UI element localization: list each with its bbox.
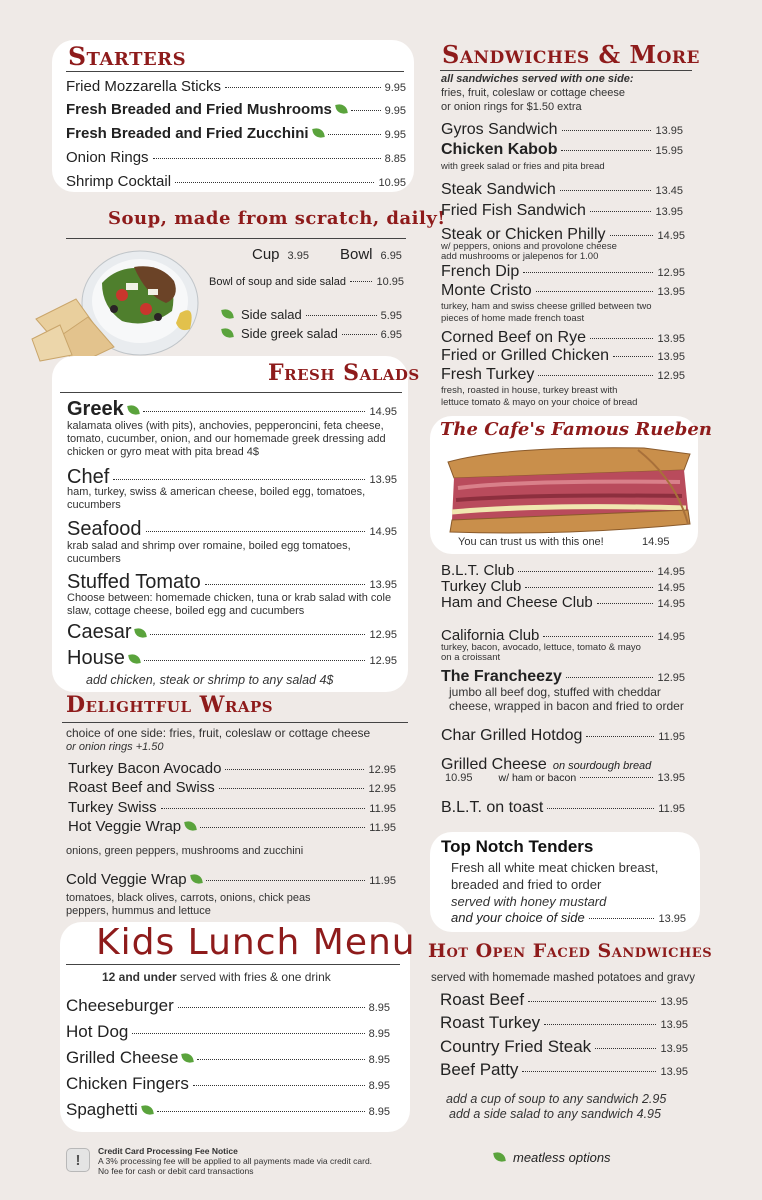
starter-item-price: 9.95 xyxy=(384,105,406,117)
francheezy-price: 12.95 xyxy=(657,672,685,684)
kids-item-name: Grilled Cheese xyxy=(66,1048,179,1067)
wrap-item xyxy=(68,799,396,816)
gyros-sandwich-price: 13.95 xyxy=(655,125,683,137)
leaf-icon xyxy=(493,1151,506,1163)
kids-item-name: Hot Dog xyxy=(66,1022,129,1041)
soup-bowl-price: 6.95 xyxy=(380,250,402,262)
monte-cristo xyxy=(441,282,685,300)
cold-veggie-price: 11.95 xyxy=(369,875,396,887)
turkey-desc-1: fresh, roasted in house, turkey breast with xyxy=(441,385,618,396)
hot-open-item xyxy=(440,1013,688,1033)
side-greek-price: 6.95 xyxy=(380,329,402,341)
wrap-item xyxy=(68,818,396,835)
kids-sub-bold: 12 and under xyxy=(102,970,177,984)
gyros-sandwich xyxy=(441,121,683,139)
hot-open-item-price: 13.95 xyxy=(660,996,688,1008)
kids-item xyxy=(66,1022,390,1042)
turkey-club-name: Turkey Club xyxy=(441,578,522,595)
wraps-rule xyxy=(62,722,408,723)
cold-veggie-wrap xyxy=(66,871,396,888)
salads-title: Fresh Salads xyxy=(268,360,420,386)
hot-open-item-price: 13.95 xyxy=(660,1043,688,1055)
starters-rule xyxy=(66,71,404,72)
sandwiches-intro-3: or onion rings for $1.50 extra xyxy=(441,101,582,113)
salads-addon: add chicken, steak or shrimp to any salad 4$ xyxy=(86,673,334,687)
reuben-image xyxy=(444,440,694,536)
hot-open-item-price: 13.95 xyxy=(660,1019,688,1031)
gyros-sandwich-name: Gyros Sandwich xyxy=(441,121,558,138)
tenders-price: 13.95 xyxy=(658,913,686,925)
cristo-desc-2: pieces of home made french toast xyxy=(441,313,585,324)
kids-item-price: 8.95 xyxy=(368,1054,390,1066)
wrap-item-price: 12.95 xyxy=(368,783,396,795)
ham-cheese-club xyxy=(441,594,685,611)
kids-item-price: 8.95 xyxy=(368,1106,390,1118)
philly-sandwich-name: Steak or Chicken Philly xyxy=(441,226,606,243)
chicken-kabob-price: 15.95 xyxy=(655,145,683,157)
gyro-plate-image xyxy=(30,243,200,367)
tenders-line-4-row xyxy=(451,910,686,925)
leaf-icon xyxy=(128,653,141,665)
salad-item xyxy=(67,398,397,421)
fresh-turkey-name: Fresh Turkey xyxy=(441,366,535,383)
wrap-item-price: 12.95 xyxy=(368,764,396,776)
wrap-item-name: Turkey Bacon Avocado xyxy=(68,760,222,777)
hot-veggie-desc: onions, green peppers, mushrooms and zucchini xyxy=(66,845,304,857)
fried-chicken-sandwich-price: 13.95 xyxy=(657,351,685,363)
starter-item-name: Onion Rings xyxy=(66,149,149,166)
grilled-cheese-options xyxy=(445,772,685,784)
wraps-intro-1: choice of one side: fries, fruit, coleslaw or cottage cheese xyxy=(66,726,371,740)
starter-item xyxy=(66,149,406,166)
soup-bowl xyxy=(340,246,402,263)
salad-desc: krab salad and shrimp over romaine, boiled egg tomatoes, cucumbers xyxy=(67,540,351,565)
steak-sandwich-price: 13.45 xyxy=(655,185,683,197)
notice-title: Credit Card Processing Fee Notice xyxy=(98,1146,238,1156)
wrap-item xyxy=(68,760,396,777)
starter-item xyxy=(66,101,406,118)
soup-cup-price: 3.95 xyxy=(287,250,309,262)
starter-item-name: Fresh Breaded and Fried Mushrooms xyxy=(66,101,332,118)
starter-item-name: Fried Mozzarella Sticks xyxy=(66,78,222,95)
philly-sandwich-price: 14.95 xyxy=(657,230,685,242)
chicken-kabob-name: Chicken Kabob xyxy=(441,141,558,158)
char-grilled-hotdog-price: 11.95 xyxy=(658,731,685,743)
sandwiches-rule xyxy=(440,70,692,71)
salad-item xyxy=(67,518,397,541)
blt-club-price: 14.95 xyxy=(657,566,685,578)
salad-item-price: 14.95 xyxy=(369,406,397,418)
wraps-title: Delightful Wraps xyxy=(66,692,274,718)
steak-sandwich xyxy=(441,181,683,199)
french-dip-price: 12.95 xyxy=(657,267,685,279)
corned-beef-price: 13.95 xyxy=(657,333,685,345)
leaf-icon xyxy=(127,404,140,416)
hot-open-item xyxy=(440,1037,688,1057)
soup-cup xyxy=(252,246,309,263)
soup-title: Soup, made from scratch, daily! xyxy=(108,208,446,229)
salad-item xyxy=(67,571,397,594)
fresh-turkey-price: 12.95 xyxy=(657,370,685,382)
salad-item-name: Seafood xyxy=(67,518,142,540)
leaf-icon xyxy=(141,1104,154,1116)
reuben-title: The Cafe's Famous Rueben xyxy=(440,419,712,440)
california-club-name: California Club xyxy=(441,627,540,644)
kabob-desc: with greek salad or fries and pita bread xyxy=(441,161,605,172)
grilled-ham-label: w/ ham or bacon xyxy=(498,772,577,784)
soup-combo-label: Bowl of soup and side salad xyxy=(209,276,346,288)
hot-open-item-name: Roast Beef xyxy=(440,990,525,1009)
leaf-icon xyxy=(221,308,234,320)
leaf-icon xyxy=(182,1052,195,1064)
blt-club xyxy=(441,562,685,579)
hot-open-title: Hot Open Faced Sandwiches xyxy=(428,940,713,962)
kids-subtitle xyxy=(102,971,331,984)
starter-item-price: 8.85 xyxy=(384,153,406,165)
blt-toast-name: B.L.T. on toast xyxy=(441,799,544,816)
fried-chicken-sandwich-name: Fried or Grilled Chicken xyxy=(441,347,610,364)
side-salad-price: 5.95 xyxy=(380,310,402,322)
fish-sandwich-name: Fried Fish Sandwich xyxy=(441,202,586,219)
corned-beef-name: Corned Beef on Rye xyxy=(441,329,586,346)
meatless-label: meatless options xyxy=(513,1150,611,1165)
french-dip xyxy=(441,263,685,281)
sandwiches-intro-1: all sandwiches served with one side: xyxy=(441,73,634,85)
ham-cheese-club-price: 14.95 xyxy=(657,598,685,610)
soup-cup-label: Cup xyxy=(252,246,280,263)
salad-item-name: Caesar xyxy=(67,621,132,643)
side-salad-label: Side salad xyxy=(241,307,302,322)
kids-item xyxy=(66,996,390,1016)
leaf-icon xyxy=(184,820,197,832)
salad-desc: kalamata olives (with pits), anchovies, pepperoncini, feta cheese, tomato, cucumber, onion, and our homemade greek dressing add chicken or gyro meat with pita bread 4$ xyxy=(67,420,386,458)
starter-item-price: 9.95 xyxy=(384,82,406,94)
kids-item-price: 8.95 xyxy=(368,1028,390,1040)
leaf-icon xyxy=(335,103,348,115)
kids-rule xyxy=(66,964,400,965)
tenders-line-2: breaded and fried to order xyxy=(451,877,602,892)
wraps-intro-2: or onion rings +1.50 xyxy=(66,741,164,753)
hot-open-item-name: Beef Patty xyxy=(440,1060,519,1079)
philly-sandwich xyxy=(441,226,685,244)
soup-combo-price: 10.95 xyxy=(376,276,404,288)
turkey-club xyxy=(441,578,685,595)
char-grilled-hotdog-name: Char Grilled Hotdog xyxy=(441,727,583,744)
monte-cristo-price: 13.95 xyxy=(657,286,685,298)
hot-open-addon-2: add a side salad to any sandwich 4.95 xyxy=(449,1107,661,1121)
salad-item xyxy=(67,621,397,644)
tenders-line-1: Fresh all white meat chicken breast, xyxy=(451,860,659,875)
soup-combo xyxy=(209,276,404,288)
side-greek-label: Side greek salad xyxy=(241,326,338,341)
california-club-price: 14.95 xyxy=(657,631,685,643)
turkey-club-price: 14.95 xyxy=(657,582,685,594)
salad-item-name: House xyxy=(67,647,125,669)
kids-item-price: 8.95 xyxy=(368,1002,390,1014)
wrap-item-name: Roast Beef and Swiss xyxy=(68,779,215,796)
salad-item-name: Stuffed Tomato xyxy=(67,571,201,593)
salads-rule xyxy=(60,392,402,393)
starter-item-name: Fresh Breaded and Fried Zucchini xyxy=(66,125,309,142)
sandwiches-title: Sandwiches & More xyxy=(442,40,701,69)
french-dip-name: French Dip xyxy=(441,263,520,280)
fish-sandwich-price: 13.95 xyxy=(655,206,683,218)
starter-item-name: Shrimp Cocktail xyxy=(66,173,172,190)
cal-club-desc-2: on a croissant xyxy=(441,652,501,663)
kids-sub-rest: served with fries & one drink xyxy=(180,970,331,984)
francheezy-desc-2: cheese, wrapped in bacon and fried to order xyxy=(449,699,684,713)
meatless-legend xyxy=(494,1150,611,1165)
cal-club-desc-1: turkey, bacon, avocado, lettuce, tomato & mayo xyxy=(441,642,641,653)
wrap-item-price: 11.95 xyxy=(369,822,396,834)
hot-open-item-name: Country Fried Steak xyxy=(440,1037,592,1056)
ham-cheese-club-name: Ham and Cheese Club xyxy=(441,594,593,611)
cold-veggie-desc: tomatoes, black olives, carrots, onions, chick peas peppers, hummus and lettuce xyxy=(66,892,311,917)
kids-item-name: Cheeseburger xyxy=(66,996,174,1015)
starter-item-price: 10.95 xyxy=(378,177,406,189)
fresh-turkey xyxy=(441,366,685,384)
corned-beef xyxy=(441,329,685,347)
salad-item-price: 12.95 xyxy=(369,629,397,641)
wrap-item-name: Hot Veggie Wrap xyxy=(68,818,182,835)
salad-item xyxy=(67,647,397,670)
cristo-desc-1: turkey, ham and swiss cheese grilled between two xyxy=(441,301,652,312)
grilled-cheese-price: 10.95 xyxy=(445,772,473,784)
blt-toast-price: 11.95 xyxy=(658,803,685,815)
sandwiches-intro-2: fries, fruit, coleslaw or cottage cheese xyxy=(441,87,626,99)
salad-desc: ham, turkey, swiss & american cheese, boiled egg, tomatoes, cucumbers xyxy=(67,486,366,511)
leaf-icon xyxy=(190,873,203,885)
tenders-title: Top Notch Tenders xyxy=(441,837,594,856)
grilled-cheese-note: on sourdough bread xyxy=(552,760,652,772)
grilled-cheese-name: Grilled Cheese xyxy=(441,756,547,773)
cold-veggie-name: Cold Veggie Wrap xyxy=(66,871,187,888)
francheezy-name: The Francheezy xyxy=(441,668,562,685)
kids-title: Kids Lunch Menu xyxy=(96,922,416,963)
steak-sandwich-name: Steak Sandwich xyxy=(441,181,556,198)
california-club xyxy=(441,627,685,644)
leaf-icon xyxy=(221,327,234,339)
fish-sandwich xyxy=(441,202,683,220)
hot-open-item-name: Roast Turkey xyxy=(440,1013,541,1032)
notice-line1: A 3% processing fee will be applied to all payments made via credit card. xyxy=(98,1156,373,1166)
char-grilled-hotdog xyxy=(441,727,685,745)
tenders-line-3: served with honey mustard xyxy=(451,894,607,909)
starter-item xyxy=(66,173,406,190)
hot-open-intro: served with homemade mashed potatoes and gravy xyxy=(431,972,696,984)
salad-item-price: 12.95 xyxy=(369,655,397,667)
francheezy-desc-1: jumbo all beef dog, stuffed with cheddar xyxy=(449,685,661,699)
monte-cristo-name: Monte Cristo xyxy=(441,282,532,299)
starter-item-price: 9.95 xyxy=(384,129,406,141)
kids-item xyxy=(66,1048,390,1068)
wrap-item xyxy=(68,779,396,796)
hot-open-item-price: 13.95 xyxy=(660,1066,688,1078)
kids-item xyxy=(66,1100,390,1120)
side-salad xyxy=(222,307,402,322)
hot-open-item xyxy=(440,990,688,1010)
reuben-caption: You can trust us with this one! xyxy=(458,536,604,548)
starter-item xyxy=(66,78,406,95)
salad-item-price: 13.95 xyxy=(369,474,397,486)
kids-item-price: 8.95 xyxy=(368,1080,390,1092)
leaf-icon xyxy=(135,627,148,639)
blt-toast xyxy=(441,799,685,817)
salad-item-price: 13.95 xyxy=(369,579,397,591)
francheezy xyxy=(441,668,685,686)
kids-item-name: Chicken Fingers xyxy=(66,1074,189,1093)
wrap-item-name: Turkey Swiss xyxy=(68,799,157,816)
kids-item xyxy=(66,1074,390,1094)
hot-open-item xyxy=(440,1060,688,1080)
starter-item xyxy=(66,125,406,142)
blt-club-name: B.L.T. Club xyxy=(441,562,515,579)
side-greek-salad xyxy=(222,326,402,341)
gyro-plate-icon xyxy=(30,243,200,367)
salad-item-price: 14.95 xyxy=(369,526,397,538)
salad-item-name: Chef xyxy=(67,466,110,488)
turkey-desc-2: lettuce tomato & mayo on your choice of bread xyxy=(441,397,638,408)
tenders-line-4: and your choice of side xyxy=(451,910,585,925)
wrap-item-price: 11.95 xyxy=(369,803,396,815)
kids-item-name: Spaghetti xyxy=(66,1100,138,1119)
notice-line2: No fee for cash or debit card transactions xyxy=(98,1166,254,1176)
reuben-price: 14.95 xyxy=(642,536,670,548)
soup-rule xyxy=(66,238,406,239)
hot-open-addon-1: add a cup of soup to any sandwich 2.95 xyxy=(446,1092,667,1106)
chicken-kabob xyxy=(441,141,683,159)
reuben-sandwich-icon xyxy=(444,440,694,536)
salad-desc: Choose between: homemade chicken, tuna or krab salad with cole slaw, cottage cheese, boiled egg and cucumbers xyxy=(67,592,392,617)
alert-icon: ! xyxy=(66,1148,90,1172)
fried-chicken-sandwich xyxy=(441,347,685,365)
soup-bowl-label: Bowl xyxy=(340,246,373,263)
philly-desc-2: add mushrooms or jalepenos for 1.00 xyxy=(441,251,599,262)
grilled-ham-price: 13.95 xyxy=(657,772,685,784)
leaf-icon xyxy=(312,127,325,139)
salad-item-name: Greek xyxy=(67,398,124,420)
starters-title: Starters xyxy=(68,42,187,71)
philly-desc-1: w/ peppers, onions and provolone cheese xyxy=(441,241,617,252)
